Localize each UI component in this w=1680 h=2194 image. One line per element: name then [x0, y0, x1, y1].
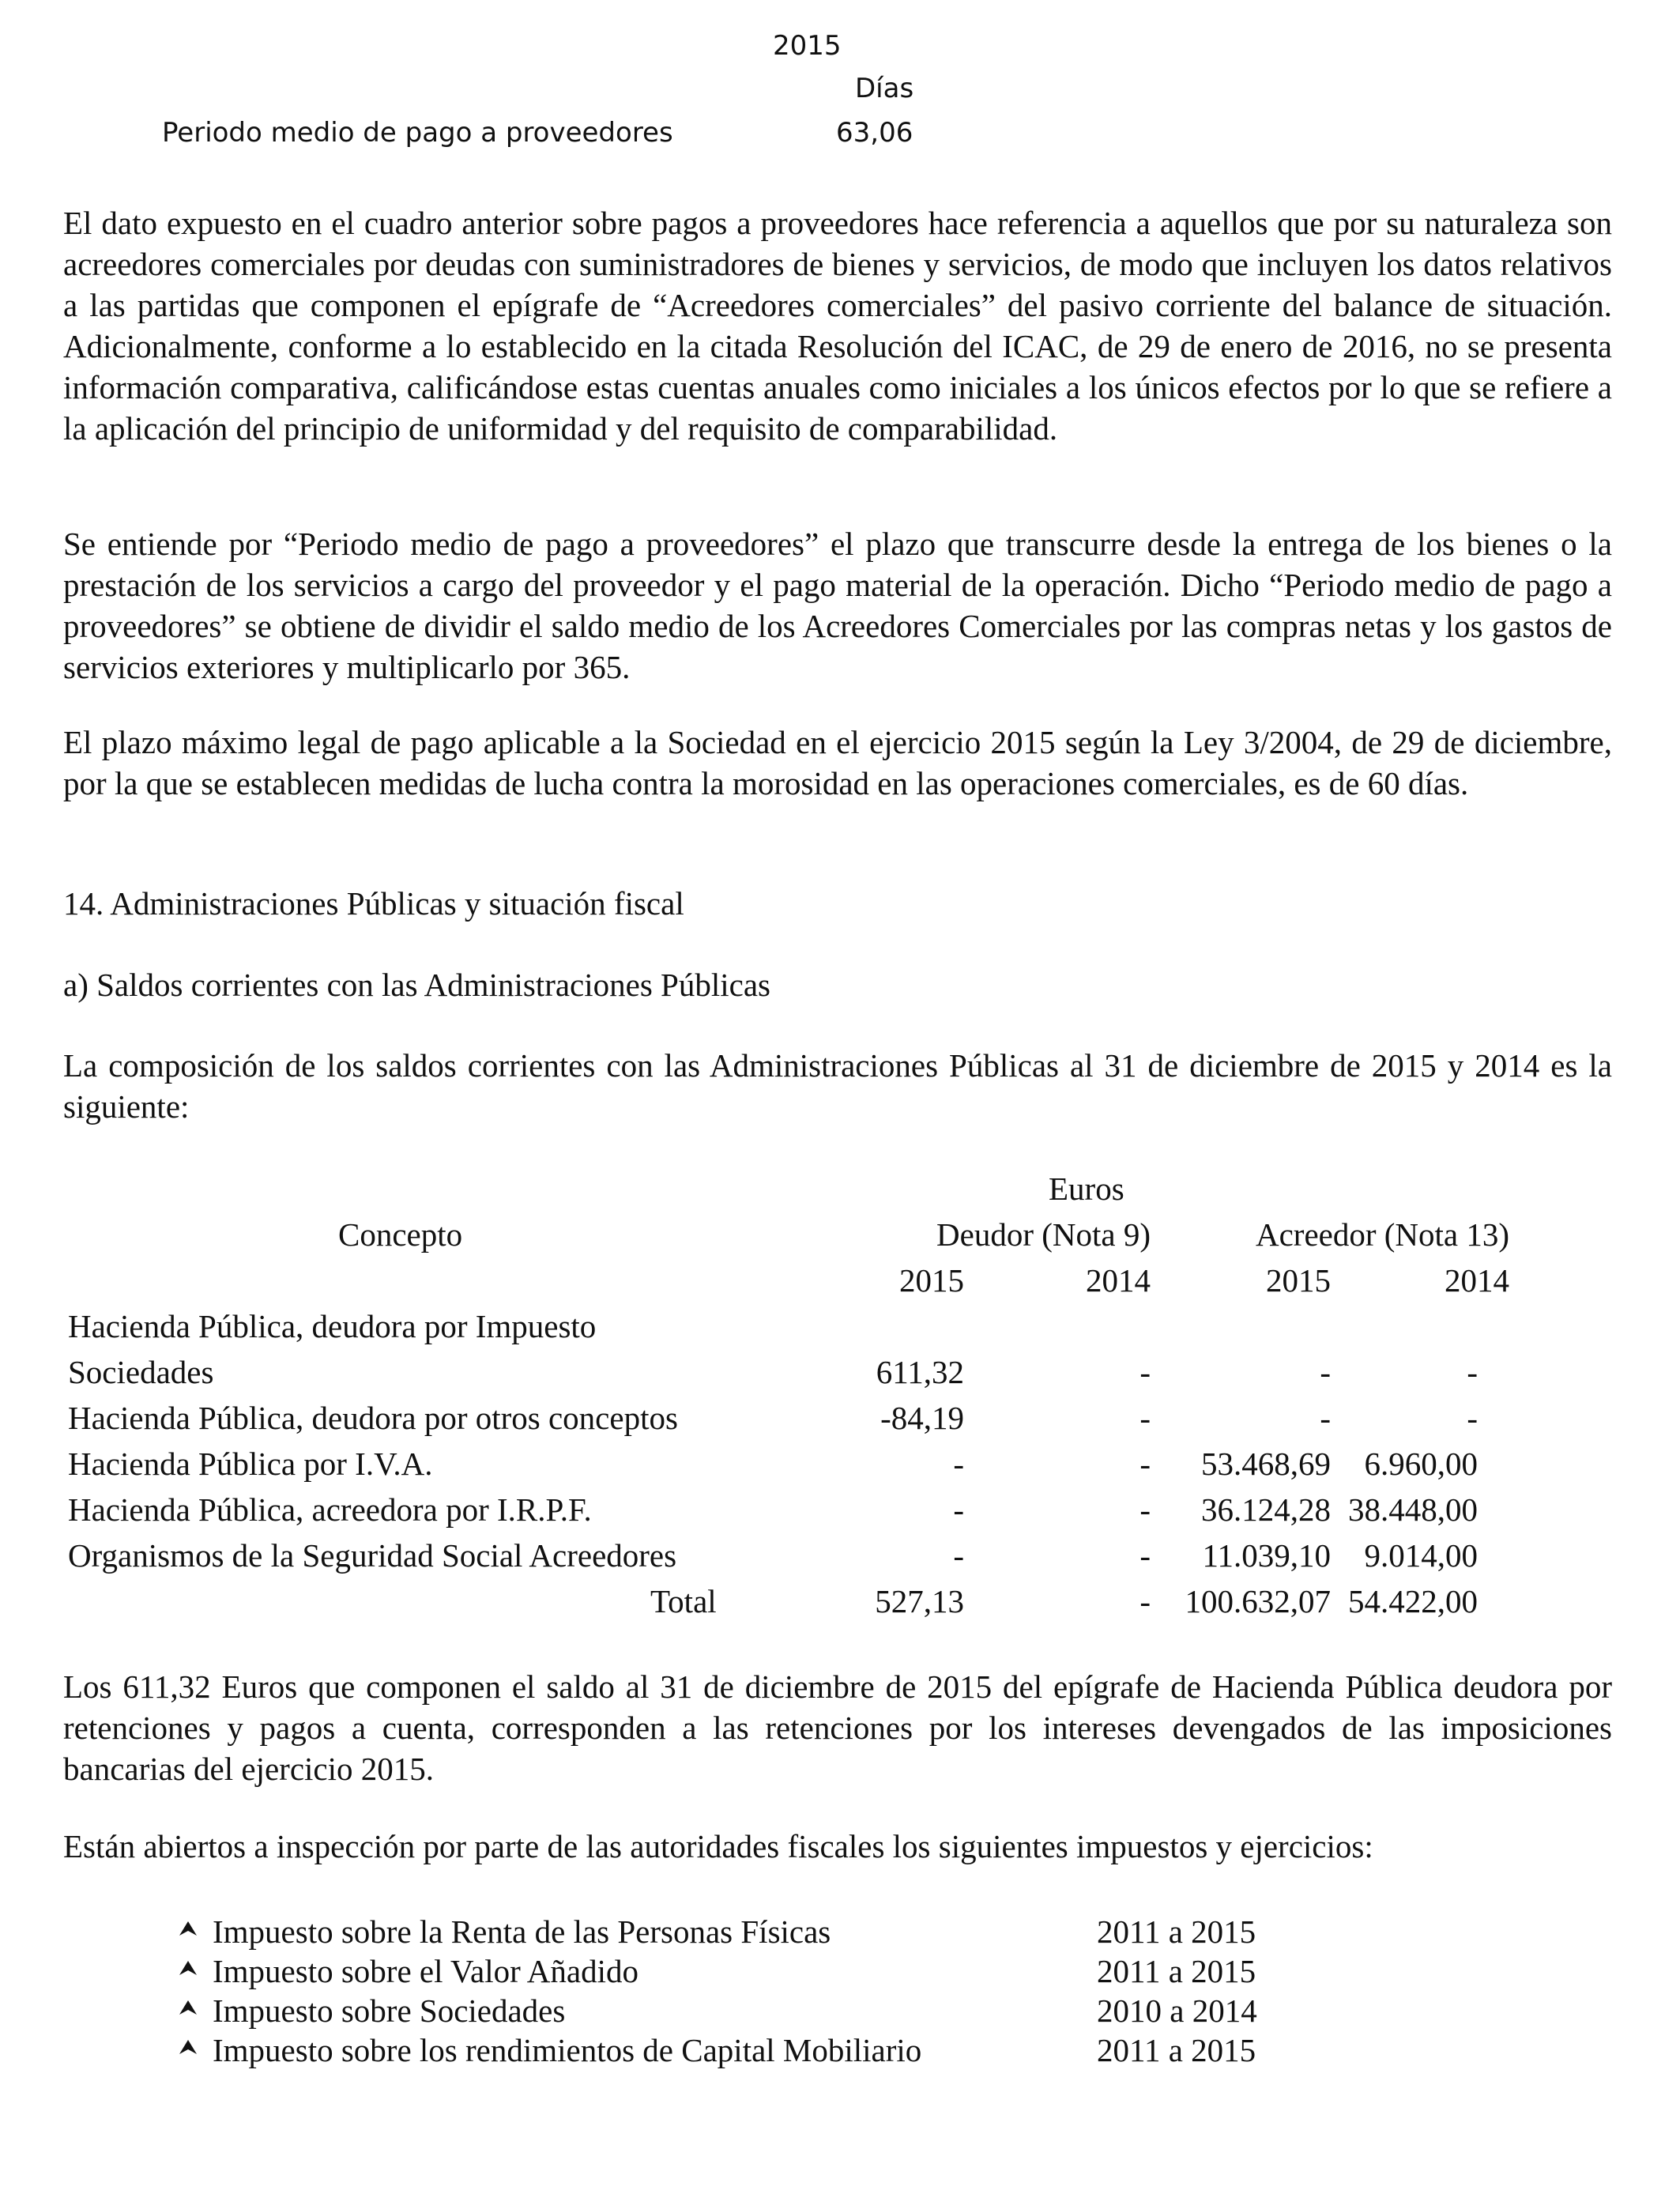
table-row [63, 1351, 1478, 1396]
value-cell: - [953, 1491, 964, 1528]
year-header-creditor-2015: 2015 [1266, 1262, 1331, 1299]
value-cell: - [953, 1537, 964, 1574]
paragraph-pmp-explanation: El dato expuesto en el cuadro anterior sobre pagos a proveedores hace referencia a aquellos que por su naturaleza son acreedores comerciales por deudas con suministradores de bienes y servicios, de modo que incluyen los datos relativos a las partidas que componen el epígrafe de “Acreedores comerciales” del pasivo corriente del balance de situación. Adicionalmente, conforme a lo establecido en la citada Resolución del ICAC, de 29 de enero de 2016, no se presenta información comparativa, calificándose estas cuentas anuales como iniciales a los únicos efectos por lo que se refiere a la aplicación del principio de uniformidad y del requisito de comparabilidad. [63, 205, 1612, 447]
tax-years: 2011 a 2015 [1097, 1913, 1256, 1950]
value-cell: - [1139, 1491, 1151, 1528]
year-header-creditor-2014: 2014 [1445, 1262, 1509, 1299]
concept-cell: Sociedades [68, 1354, 214, 1390]
total-cell: 100.632,07 [1185, 1583, 1331, 1619]
value-cell: -84,19 [880, 1400, 964, 1436]
paragraph-balance-note: Los 611,32 Euros que componen el saldo al 31 de diciembre de 2015 del epígrafe de Hacienda Pública deudora por retenciones y pagos a cuenta, corresponden a las retenciones por los intereses devengados de las imposiciones bancarias del ejercicio 2015. [63, 1668, 1612, 1787]
pmp-year: 2015 [773, 30, 842, 62]
value-cell: 11.039,10 [1202, 1537, 1331, 1574]
value-cell: 611,32 [876, 1354, 964, 1390]
creditor-group-header: Acreedor (Nota 13) [1255, 1216, 1509, 1253]
paragraph-pmp-definition: Se entiende por “Periodo medio de pago a proveedores” el plazo que transcurre desde la entrega de los bienes o la prestación de los servicios a cargo del proveedor y el pago material de la operación. Dicho “Periodo medio de pago a proveedores” se obtiene de dividir el saldo medio de los Acreedores Comerciales por las compras netas y los gastos de servicios exteriores y multiplicarlo por 365. [63, 526, 1612, 685]
tax-name: Impuesto sobre el Valor Añadido [213, 1953, 638, 1989]
pmp-value: 63,06 [836, 117, 913, 149]
tax-years: 2011 a 2015 [1097, 2032, 1256, 2068]
pmp-label: Periodo medio de pago a proveedores [162, 117, 673, 149]
table-row [63, 1489, 1478, 1533]
triangle-bullet-icon [178, 1998, 198, 2019]
concept-cell: Organismos de la Seguridad Social Acreedores [68, 1537, 677, 1574]
value-cell: - [1320, 1400, 1331, 1436]
pmp-unit: Días [855, 73, 914, 104]
total-cell: 54.422,00 [1348, 1583, 1478, 1619]
table-row [63, 1535, 1478, 1579]
table-row [63, 1306, 1470, 1350]
concept-cell: Hacienda Pública, acreedora por I.R.P.F. [68, 1491, 592, 1528]
table-row [63, 1397, 1478, 1442]
value-cell: - [1467, 1400, 1478, 1436]
value-cell: 9.014,00 [1364, 1537, 1478, 1574]
value-cell: 36.124,28 [1201, 1491, 1331, 1528]
value-cell: - [1139, 1446, 1151, 1482]
tax-name: Impuesto sobre los rendimientos de Capital Mobiliario [213, 2032, 922, 2068]
value-cell: - [1320, 1354, 1331, 1390]
section-heading: 14. Administraciones Públicas y situación fiscal [63, 885, 684, 922]
value-cell: - [1139, 1537, 1151, 1574]
paragraph-legal-term: El plazo máximo legal de pago aplicable a la Sociedad en el ejercicio 2015 según la Ley 3/2004, de 29 de diciembre, por la que se establecen medidas de lucha contra la morosidad en las operaciones comerciales, es de 60 días. [63, 724, 1612, 801]
year-header-debtor-2015: 2015 [899, 1262, 964, 1299]
total-cell: 527,13 [875, 1583, 964, 1619]
value-cell: 38.448,00 [1348, 1491, 1478, 1528]
paragraph-composition-intro: La composición de los saldos corrientes con las Administraciones Públicas al 31 de diciembre de 2015 y 2014 es la siguiente: [63, 1047, 1612, 1125]
tax-name: Impuesto sobre Sociedades [213, 1992, 566, 2029]
value-cell: 6.960,00 [1364, 1446, 1478, 1482]
subsection-heading: a) Saldos corrientes con las Administraciones Públicas [63, 967, 770, 1003]
tax-years: 2011 a 2015 [1097, 1953, 1256, 1989]
triangle-bullet-icon [178, 1919, 198, 1940]
tax-name: Impuesto sobre la Renta de las Personas Físicas [213, 1913, 831, 1950]
table-total-row [63, 1581, 1478, 1625]
concept-cell: Hacienda Pública por I.V.A. [68, 1446, 433, 1482]
triangle-bullet-icon [178, 1958, 198, 1979]
table-row [63, 1443, 1478, 1487]
concept-cell: Hacienda Pública, deudora por otros conceptos [68, 1400, 678, 1436]
currency-header: Euros [1049, 1171, 1124, 1207]
concept-header: Concepto [338, 1216, 463, 1253]
value-cell: - [1139, 1400, 1151, 1436]
paragraph-inspection-intro: Están abiertos a inspección por parte de las autoridades fiscales los siguientes impuestos y ejercicios: [63, 1828, 1373, 1864]
value-cell: - [953, 1446, 964, 1482]
year-header-debtor-2014: 2014 [1086, 1262, 1151, 1299]
tax-years: 2010 a 2014 [1097, 1992, 1257, 2029]
debtor-group-header: Deudor (Nota 9) [936, 1216, 1151, 1253]
concept-cell: Hacienda Pública, deudora por Impuesto [68, 1308, 597, 1344]
value-cell: 53.468,69 [1201, 1446, 1331, 1482]
total-cell: - [1139, 1583, 1151, 1619]
value-cell: - [1467, 1354, 1478, 1390]
total-label: Total [650, 1583, 717, 1619]
value-cell: - [1139, 1354, 1151, 1390]
triangle-bullet-icon [178, 2038, 198, 2058]
